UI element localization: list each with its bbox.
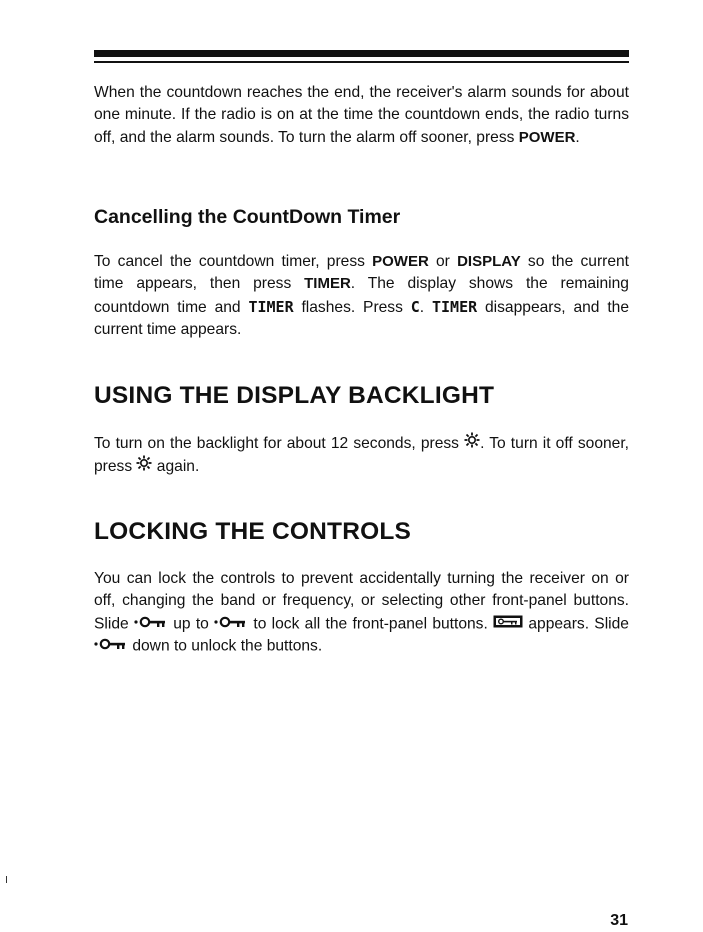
power-key-label: POWER bbox=[372, 253, 429, 270]
paragraph-alarm-text: When the countdown reaches the end, the receiver's alarm sounds for about one minute. If the radio is on at the time the countdown ends, the radio turns off, and the alarm sounds. To turn the alarm off sooner, press bbox=[94, 84, 629, 146]
paragraph-cancel bbox=[94, 251, 629, 341]
cancel-text-2: so the current time appears, then press bbox=[94, 253, 630, 293]
cancel-text-4: flashes. Press bbox=[293, 298, 411, 316]
cancel-text-1: To cancel the countdown timer, press bbox=[94, 253, 373, 270]
light-icon bbox=[464, 432, 480, 455]
backlight-text-2: . To turn it off sooner, press bbox=[94, 434, 629, 476]
paragraph-alarm bbox=[94, 82, 629, 149]
lock-text-3: to lock all the front-panel buttons. bbox=[248, 614, 494, 632]
period: . bbox=[575, 128, 580, 146]
lock-text-5: down to unlock the buttons. bbox=[128, 637, 323, 655]
key-lock-icon bbox=[134, 613, 168, 635]
cancel-text-6: disappears, and the current time appears. bbox=[94, 298, 629, 338]
cancel-text-or: or bbox=[428, 253, 458, 270]
heading-locking-controls: LOCKING THE CONTROLS bbox=[94, 518, 412, 545]
page-number: 31 bbox=[610, 912, 628, 929]
light-icon bbox=[136, 455, 152, 478]
key-lock-icon bbox=[94, 635, 128, 657]
timer-key-label: TIMER bbox=[304, 275, 351, 293]
paragraph-backlight bbox=[94, 432, 629, 479]
display-key-label: DISPLAY bbox=[457, 253, 521, 270]
heading-cancelling-timer: Cancelling the CountDown Timer bbox=[94, 206, 401, 228]
heading-display-backlight: USING THE DISPLAY BACKLIGHT bbox=[94, 382, 495, 409]
header-rule-thick bbox=[94, 50, 629, 57]
lock-text-2: up to bbox=[167, 614, 215, 632]
lock-text-1: You can lock the controls to prevent accidentally turning the receiver on or off, changing the band or frequency, or selecting other front-panel buttons. Slide bbox=[94, 570, 629, 632]
backlight-text-1: To turn on the backlight for about 12 seconds, press bbox=[94, 434, 465, 452]
cancel-text-3: . The display shows the remaining countdown time and bbox=[94, 275, 629, 316]
c-key-label: C bbox=[410, 297, 420, 316]
paragraph-locking bbox=[94, 568, 629, 658]
timer-lcd-indicator: TIMER bbox=[248, 297, 294, 316]
scan-edge-mark bbox=[6, 876, 7, 883]
cancel-text-5: . bbox=[419, 298, 432, 316]
timer-lcd-indicator: TIMER bbox=[431, 297, 478, 316]
lock-text-4: appears. Slide bbox=[523, 614, 629, 632]
backlight-text-3: again. bbox=[152, 458, 200, 476]
header-rule-thin bbox=[94, 61, 629, 63]
lcd-key-icon bbox=[493, 613, 523, 635]
power-key-label: POWER bbox=[518, 128, 576, 146]
key-lock-icon bbox=[214, 613, 248, 635]
